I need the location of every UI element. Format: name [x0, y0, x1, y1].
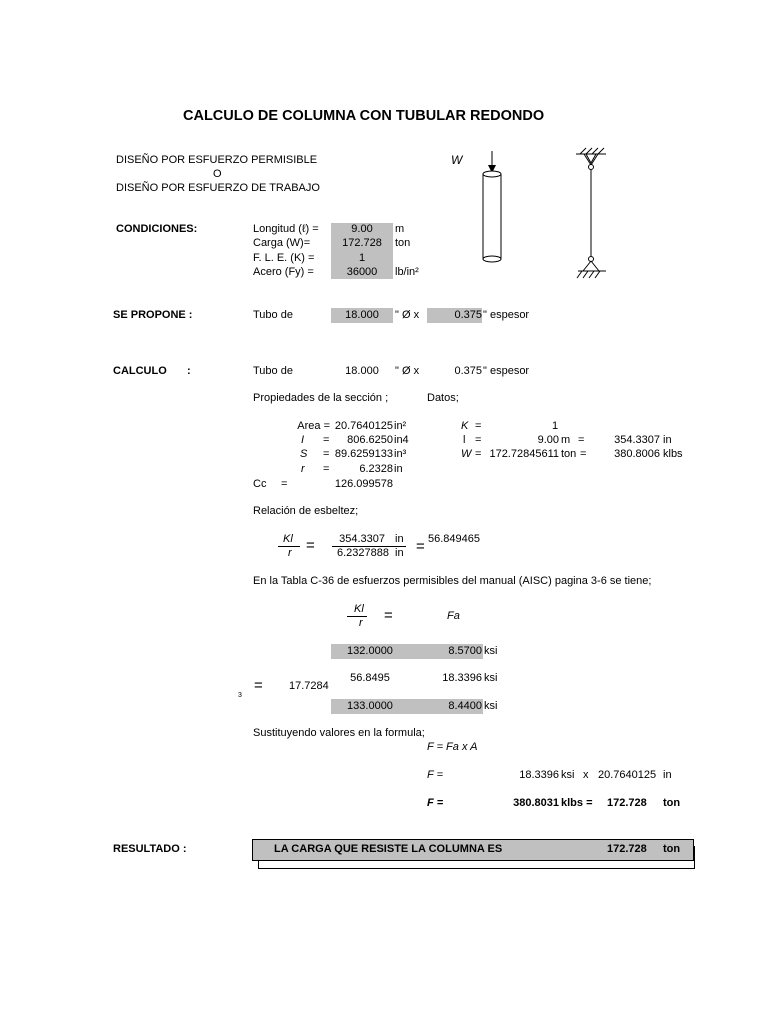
slender-eq-2: = [416, 538, 425, 555]
calc-tube-label: Tubo de [253, 365, 293, 377]
formula-f-result: 380.8031 [513, 797, 559, 809]
cc-value: 126.099578 [334, 478, 393, 490]
result-value: 172.728 [607, 843, 647, 855]
datos-k-eq: = [475, 420, 482, 432]
formula-area-value: 20.7640125 [598, 769, 657, 781]
prop-r-value: 6.2328 [359, 463, 393, 475]
table-side-eq: = [254, 677, 263, 694]
table-fa-label: Fa [447, 610, 460, 622]
table-row-3-unit: ksi [484, 700, 498, 712]
formula-expr: F = Fa x A [427, 741, 478, 753]
design-line-3: DISEÑO POR ESFUERZO DE TRABAJO [116, 182, 320, 194]
prop-r-eq: = [323, 463, 330, 475]
calc-header: CALCULO [113, 365, 167, 377]
cond-value-length: 9.00 [351, 223, 373, 235]
table-side-value: 17.7284 [289, 680, 329, 692]
design-line-2: O [213, 168, 222, 180]
slender-kl: Kl [283, 533, 293, 545]
propose-header: SE PROPONE : [113, 309, 193, 321]
prop-s-value: 89.6259133 [334, 448, 393, 460]
column-diagram [470, 145, 620, 280]
propose-tube-label: Tubo de [253, 309, 293, 321]
cond-unit-length: m [395, 223, 405, 235]
table-row-3-fa: 8.4400 [448, 700, 482, 712]
conditions-header: CONDICIONES: [116, 223, 198, 235]
datos-l-name: l [463, 434, 466, 446]
prop-area-value: 20.7640125 [334, 420, 393, 432]
formula-f-ton: 172.728 [607, 797, 647, 809]
formula-x: x [583, 769, 589, 781]
datos-w-eq: = [475, 448, 482, 460]
prop-s-eq: = [323, 448, 330, 460]
datos-l-unit: m [561, 434, 571, 446]
table-r: r [359, 617, 363, 629]
datos-l-eq2: = [578, 434, 585, 446]
cond-unit-steel: lb/in² [395, 266, 419, 278]
cond-value-steel: 36000 [346, 266, 378, 278]
page-title: CALCULO DE COLUMNA CON TUBULAR REDONDO [183, 108, 545, 124]
cond-label-fle: F. L. E. (K) = [253, 252, 315, 264]
propose-thickness-label: " espesor [483, 309, 530, 321]
result-text: LA CARGA QUE RESISTE LA COLUMNA ES [274, 843, 503, 855]
formula-f-ton-unit: ton [663, 797, 681, 809]
propose-diam-symbol: " Ø x [395, 309, 420, 321]
table-row-2-unit: ksi [484, 672, 498, 684]
table-side-small: 3 [238, 692, 242, 699]
formula-fa-value: 18.3396 [519, 769, 559, 781]
datos-w-name: W [461, 448, 472, 460]
cond-label-load: Carga (W)= [253, 237, 311, 249]
slender-den: 6.2327888 [337, 547, 389, 559]
formula-f-result-unit: klbs = [561, 797, 593, 809]
cond-value-load: 172.728 [342, 237, 382, 249]
prop-r-unit: in [394, 463, 403, 475]
table-row-3-klr: 133.0000 [347, 700, 393, 712]
slender-den-unit: in [395, 547, 404, 559]
cc-eq: = [281, 478, 288, 490]
datos-l-value2: 354.3307 [614, 434, 660, 446]
prop-i-eq: = [323, 434, 330, 446]
table-row-1-unit: ksi [484, 645, 498, 657]
cond-value-fle: 1 [358, 252, 366, 264]
formula-f-label: F = [427, 769, 444, 781]
slender-num-unit: in [395, 533, 404, 545]
design-line-1: DISEÑO POR ESFUERZO PERMISIBLE [116, 154, 318, 166]
load-label: W [451, 153, 463, 167]
props-label: Propiedades de la sección ; [253, 392, 389, 404]
calc-colon: : [187, 365, 191, 377]
result-unit: ton [663, 843, 681, 855]
datos-l-unit2: in [663, 434, 672, 446]
datos-w-value: 172.72845611 [489, 448, 559, 460]
propose-thickness: 0.375 [454, 309, 482, 321]
datos-w-eq2: = [580, 448, 587, 460]
cond-label-steel: Acero (Fy) = [253, 266, 314, 278]
slender-result: 56.849465 [428, 533, 480, 545]
formula-area-unit: in [663, 769, 672, 781]
slender-r: r [288, 547, 292, 559]
result-header: RESULTADO : [113, 843, 187, 855]
table-intro: En la Tabla C-36 de esfuerzos permisibles del manual (AISC) pagina 3-6 se tiene; [253, 575, 652, 587]
prop-i-value: 806.6250 [347, 434, 393, 446]
table-fraction-bar [347, 616, 367, 617]
prop-area-name: Area = [297, 420, 330, 432]
formula-f-bold-label: F = [427, 797, 444, 809]
formula-fa-unit: ksi [561, 769, 575, 781]
prop-s-unit: in³ [394, 448, 407, 460]
datos-k-value: 1 [551, 420, 559, 432]
cc-label: Cc [253, 478, 267, 490]
slender-eq-1: = [306, 537, 315, 554]
datos-w-value2: 380.8006 [614, 448, 660, 460]
table-row-2-klr: 56.8495 [350, 672, 390, 684]
calc-diameter: 18.000 [345, 365, 379, 377]
datos-l-eq: = [475, 434, 482, 446]
prop-area-unit: in² [394, 420, 407, 432]
prop-r-name: r [301, 463, 305, 475]
prop-i-unit: in4 [394, 434, 409, 446]
datos-l-value: 9.00 [537, 434, 559, 446]
calc-diam-symbol: " Ø x [395, 365, 420, 377]
table-eq: = [384, 607, 393, 624]
table-row-2-fa: 18.3396 [442, 672, 482, 684]
slender-num: 354.3307 [339, 533, 385, 545]
calc-thickness: 0.375 [454, 365, 482, 377]
datos-w-unit2: klbs [663, 448, 683, 460]
cond-unit-load: ton [395, 237, 411, 249]
datos-label: Datos; [427, 392, 459, 404]
datos-w-unit: ton [561, 448, 577, 460]
propose-diameter: 18.000 [345, 309, 379, 321]
formula-intro: Sustituyendo valores en la formula; [253, 727, 425, 739]
calc-thickness-label: " espesor [483, 365, 530, 377]
prop-s-name: S [300, 448, 308, 460]
datos-k-name: K [461, 420, 469, 432]
table-row-1-fa: 8.5700 [448, 645, 482, 657]
prop-i-name: I [301, 434, 305, 446]
table-kl: Kl [354, 603, 364, 615]
cond-label-length: Longitud (ℓ) = [253, 223, 319, 235]
slenderness-label: Relación de esbeltez; [253, 505, 359, 517]
table-row-1-klr: 132.0000 [347, 645, 393, 657]
